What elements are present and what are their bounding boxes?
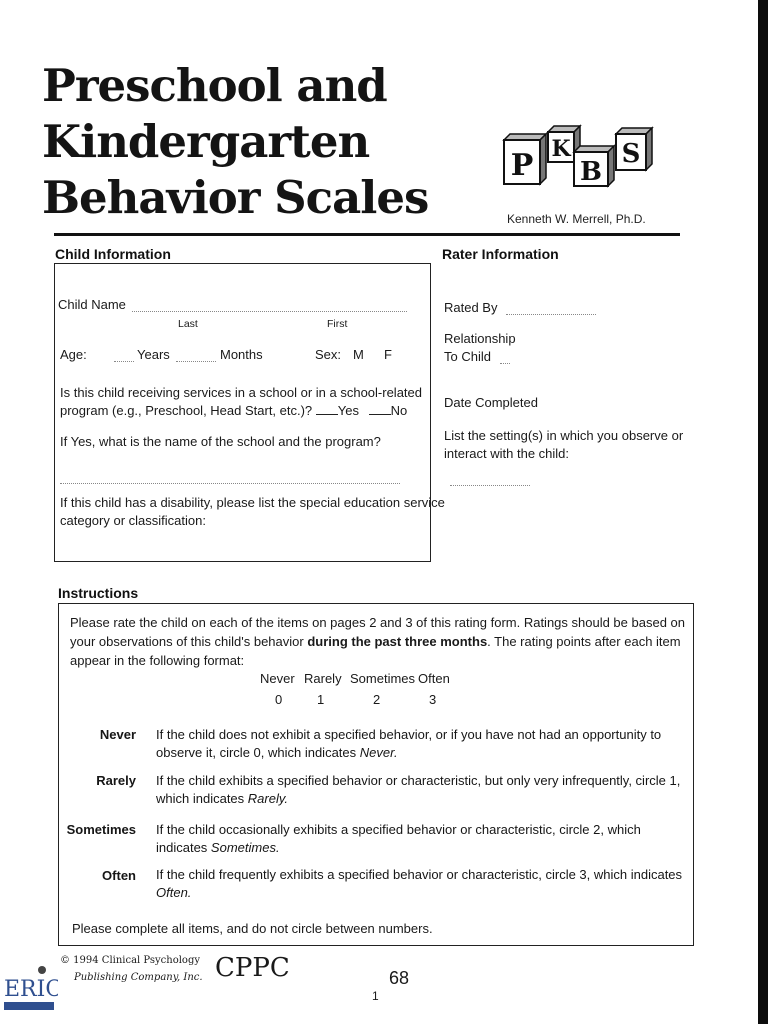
scale-label-never: Never (260, 671, 295, 686)
scale-label-sometimes: Sometimes (350, 671, 416, 686)
definition-text-often: If the child frequently exhibits a specified behavior or characteristic, circle 3, which indicates Often. (156, 867, 683, 900)
intro-text-pre: your observations of this child's behavior (70, 634, 308, 649)
years-label: Years (137, 347, 170, 362)
header-rule (54, 233, 680, 236)
services-yes-label: Yes (337, 403, 360, 418)
relationship-label-line-2: To Child (444, 349, 491, 364)
program-answer-field[interactable] (60, 483, 400, 484)
logo-block-s (616, 128, 652, 170)
instructions-closing: Please complete all items, and do not circle between numbers. (72, 921, 433, 936)
scale-value-3: 3 (429, 692, 437, 707)
age-years-field[interactable] (114, 361, 134, 362)
logo-letter-k: K (551, 136, 571, 162)
page-code: 68 (389, 968, 410, 988)
title-line-1: Preschool and (42, 59, 387, 112)
eric-logo-icon (2, 964, 58, 1018)
page-title (42, 58, 472, 226)
services-question-text: program (e.g., Preschool, Head Start, etc.)? (60, 403, 313, 418)
pkbs-logo (500, 124, 660, 188)
services-yes-blank[interactable] (316, 403, 338, 415)
settings-field[interactable] (450, 485, 530, 486)
services-question-line-2 (60, 403, 407, 419)
rated-by-field[interactable] (506, 314, 596, 315)
author-name: Kenneth W. Merrell, Ph.D. (507, 212, 646, 226)
copyright-line-2: Publishing Company, Inc. (74, 972, 203, 983)
intro-text-post: . The rating points after each item (487, 634, 681, 649)
date-completed-label: Date Completed (444, 395, 538, 410)
services-no-label: No (390, 403, 408, 418)
instructions-intro-line-2 (70, 634, 681, 650)
age-label: Age: (60, 347, 87, 362)
rated-by-label: Rated By (444, 300, 498, 315)
scale-value-2: 2 (373, 692, 381, 707)
definition-term-often: Often (102, 868, 136, 883)
services-question-line-1: Is this child receiving services in a school or in a school-related (60, 385, 423, 400)
intro-text-emphasis: during the past three months (307, 634, 488, 649)
page-number: 1 (372, 989, 379, 1003)
sex-option-m[interactable]: M (353, 347, 364, 362)
definition-text-sometimes: If the child occasionally exhibits a specified behavior or characteristic, circle 2, which indicates Sometimes. (156, 822, 641, 855)
instructions-intro-line-1: Please rate the child on each of the items on pages 2 and 3 of this rating form. Ratings should be based on (70, 615, 685, 630)
eric-logo-text: ERIC (4, 977, 58, 1002)
logo-letter-s: S (621, 139, 641, 169)
definition-text-rarely: If the child exhibits a specified behavior or characteristic, but only very infrequently, circle 1, which indicates Rarely. (156, 773, 681, 806)
definition-term-never: Never (99, 727, 136, 742)
instructions-heading: Instructions (58, 585, 139, 601)
definition-term-sometimes: Sometimes (66, 822, 136, 837)
copyright-line-1: © 1994 Clinical Psychology (60, 955, 201, 966)
program-question: If Yes, what is the name of the school and the program? (60, 434, 381, 449)
first-name-label: First (327, 318, 348, 330)
child-name-field[interactable] (132, 311, 407, 312)
disability-question-line-1: If this child has a disability, please list the special education service (60, 495, 445, 510)
age-months-field[interactable] (176, 361, 216, 362)
instructions-intro-line-3: appear in the following format: (70, 653, 245, 668)
scale-label-rarely: Rarely (304, 671, 342, 686)
child-name-label: Child Name (58, 297, 126, 312)
months-label: Months (220, 347, 263, 362)
relationship-label-line-1: Relationship (444, 331, 516, 346)
services-no-blank[interactable] (369, 403, 391, 415)
settings-label-line-2: interact with the child: (444, 446, 570, 461)
logo-block-b (574, 146, 614, 187)
relationship-field[interactable] (500, 363, 510, 364)
settings-label-line-1: List the setting(s) in which you observe or (444, 428, 684, 443)
scale-value-1: 1 (317, 692, 325, 707)
child-info-heading: Child Information (55, 246, 171, 262)
publisher-mark: CPPC (215, 953, 290, 983)
logo-letter-b: B (580, 157, 602, 187)
logo-letter-p: P (510, 148, 534, 183)
scale-value-0: 0 (275, 692, 283, 707)
rater-info-heading: Rater Information (442, 246, 559, 262)
sex-label: Sex: (315, 347, 342, 362)
last-name-label: Last (178, 318, 198, 330)
sex-option-f[interactable]: F (384, 347, 392, 362)
eric-logo (2, 964, 58, 1018)
logo-block-p (504, 134, 546, 184)
disability-question-line-2: category or classification: (60, 513, 206, 528)
scale-label-often: Often (418, 671, 450, 686)
scan-edge (758, 0, 768, 1024)
definition-text-never: If the child does not exhibit a specified behavior, or if you have not had an opportunity to observe it, circle 0, which indicates Never. (156, 727, 662, 760)
definition-term-rarely: Rarely (96, 773, 136, 788)
title-line-3: Behavior Scales (42, 171, 429, 224)
title-line-2: Kindergarten (42, 115, 370, 168)
